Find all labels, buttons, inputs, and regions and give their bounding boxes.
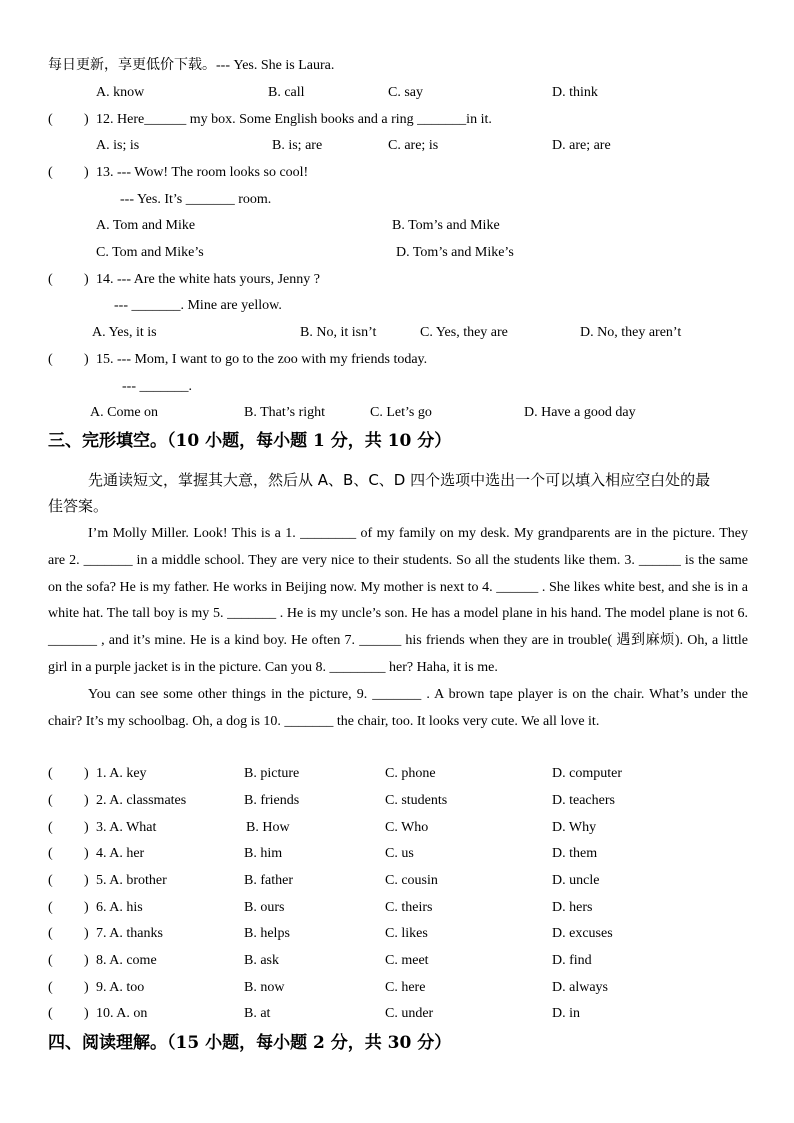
option-a: 6. A. his xyxy=(96,900,143,915)
section-4-title: 四、阅读理解。（15 小题，每小题 2 分，共 30 分） xyxy=(48,1033,452,1053)
option-d: D. them xyxy=(552,846,598,861)
option-a: 9. A. too xyxy=(96,980,145,995)
option-d: D. in xyxy=(552,1006,580,1021)
cloze-passage xyxy=(48,521,748,735)
question-text: 14. --- Are the white hats yours, Jenny ? xyxy=(96,272,320,287)
option-b: B. friends xyxy=(244,793,300,808)
option-c: C. are; is xyxy=(388,138,439,153)
answer-bracket-close: ) xyxy=(84,980,89,995)
passage-paragraph-1: I’m Molly Miller. Look! This is a 1. ________ of my family on my desk. My grandparents are in the picture. They are 2. _______ in a middle school. They are very nice to their students. So all the students like them. 3. ______ is the same on the sofa? He is my father. He works in Beijing now. My mother is next to 4. ______ . She likes white best, and she is in a white hat. The tall boy is my 5. _______ . He is my uncle’s son. He has a model plane in his hand. The model plane is not 6. _______ , and it’s mine. He is a kind boy. He often 7. ______ his friends when they are in trouble( 遇到麻烦). Oh, a little girl in a purple jacket is in the picture. Can you 8. ________ her? Haha, it is me. xyxy=(48,526,748,675)
answer-bracket-open[interactable]: ( xyxy=(48,165,53,180)
option-b: B. picture xyxy=(244,766,300,781)
answer-bracket-open[interactable]: ( xyxy=(48,820,53,835)
option-d: D. teachers xyxy=(552,793,615,808)
option-d: D. are; are xyxy=(552,138,611,153)
option-a: 5. A. brother xyxy=(96,873,167,888)
passage-paragraph-2: You can see some other things in the picture, 9. _______ . A brown tape player is on the chair. What’s under the chair? It’s my schoolbag. Oh, a dog is 10. _______ the chair, too. It looks very cute. We all love it. xyxy=(48,686,748,729)
option-d: D. uncle xyxy=(552,873,600,888)
section-3-instruction-line1: 先通读短文，掌握其大意，然后从 A、B、C、D 四个选项中选出一个可以填入相应空白处的最 xyxy=(88,471,711,489)
option-b: B. helps xyxy=(244,926,290,941)
option-c: C. under xyxy=(385,1006,434,1021)
answer-bracket-open[interactable]: ( xyxy=(48,873,53,888)
option-d: D. think xyxy=(552,85,598,100)
question-text-2: --- Yes. It’s _______ room. xyxy=(120,192,272,207)
answer-bracket-close: ) xyxy=(84,272,89,287)
option-a: 7. A. thanks xyxy=(96,926,163,941)
option-b: B. is; are xyxy=(272,138,323,153)
option-a: A. know xyxy=(96,85,145,100)
header-promo: 每日更新，享更低价下载。 xyxy=(48,57,216,73)
answer-bracket-close: ) xyxy=(84,846,89,861)
option-a: A. Come on xyxy=(90,405,159,420)
answer-bracket-open[interactable]: ( xyxy=(48,1006,53,1021)
option-c: C. phone xyxy=(385,766,436,781)
question-text-2: --- _______. xyxy=(122,379,192,394)
answer-bracket-close: ) xyxy=(84,953,89,968)
answer-bracket-open[interactable]: ( xyxy=(48,953,53,968)
question-text: 12. Here______ my box. Some English books and a ring _______in it. xyxy=(96,112,492,127)
option-b: B. now xyxy=(244,980,285,995)
option-b: B. ask xyxy=(244,953,279,968)
q11-answer-text: --- Yes. She is Laura. xyxy=(216,58,335,73)
option-d: D. excuses xyxy=(552,926,613,941)
option-a: A. is; is xyxy=(96,138,140,153)
option-b: B. ours xyxy=(244,900,285,915)
option-d: D. Tom’s and Mike’s xyxy=(396,245,514,260)
option-c: C. students xyxy=(385,793,448,808)
option-d: D. No, they aren’t xyxy=(580,325,682,340)
option-c: C. here xyxy=(385,980,426,995)
option-c: C. theirs xyxy=(385,900,433,915)
answer-bracket-close: ) xyxy=(84,165,89,180)
option-b: B. Tom’s and Mike xyxy=(392,218,500,233)
answer-bracket-close: ) xyxy=(84,112,89,127)
answer-bracket-open[interactable]: ( xyxy=(48,926,53,941)
section-3-instruction-line2: 佳答案。 xyxy=(48,497,109,515)
option-d: D. find xyxy=(552,953,592,968)
option-c: C. Tom and Mike’s xyxy=(96,245,204,260)
option-a: 3. A. What xyxy=(96,820,157,835)
section-3-title: 三、完形填空。（10 小题，每小题 1 分，共 10 分） xyxy=(48,431,452,451)
option-d: D. hers xyxy=(552,900,593,915)
answer-bracket-close: ) xyxy=(84,873,89,888)
answer-bracket-open[interactable]: ( xyxy=(48,793,53,808)
answer-bracket-close: ) xyxy=(84,1006,89,1021)
answer-bracket-open[interactable]: ( xyxy=(48,352,53,367)
option-a: 8. A. come xyxy=(96,953,157,968)
answer-bracket-close: ) xyxy=(84,900,89,915)
option-c: C. Who xyxy=(385,820,429,835)
answer-bracket-open[interactable]: ( xyxy=(48,980,53,995)
answer-bracket-open[interactable]: ( xyxy=(48,272,53,287)
answer-bracket-close: ) xyxy=(84,926,89,941)
answer-bracket-close: ) xyxy=(84,766,89,781)
option-a: A. Yes, it is xyxy=(92,325,157,340)
option-c: C. Let’s go xyxy=(370,405,432,420)
answer-bracket-open[interactable]: ( xyxy=(48,112,53,127)
option-b: B. at xyxy=(244,1006,271,1021)
question-text: 13. --- Wow! The room looks so cool! xyxy=(96,165,309,180)
option-c: C. cousin xyxy=(385,873,438,888)
option-a: A. Tom and Mike xyxy=(96,218,196,233)
answer-bracket-close: ) xyxy=(84,820,89,835)
option-d: D. always xyxy=(552,980,608,995)
header-line xyxy=(48,56,334,75)
option-b: B. No, it isn’t xyxy=(300,325,377,340)
option-a: 2. A. classmates xyxy=(96,793,187,808)
option-b: B. call xyxy=(268,85,305,100)
option-c: C. say xyxy=(388,85,423,100)
question-text-2: --- _______. Mine are yellow. xyxy=(114,298,282,313)
option-d: D. Why xyxy=(552,820,597,835)
answer-bracket-close: ) xyxy=(84,793,89,808)
option-d: D. Have a good day xyxy=(524,405,636,420)
option-a: 4. A. her xyxy=(96,846,145,861)
option-c: C. Yes, they are xyxy=(420,325,508,340)
answer-bracket-open[interactable]: ( xyxy=(48,846,53,861)
option-c: C. meet xyxy=(385,953,429,968)
option-b: B. him xyxy=(244,846,283,861)
option-b: B. father xyxy=(244,873,293,888)
option-a: 10. A. on xyxy=(96,1006,148,1021)
answer-bracket-close: ) xyxy=(84,352,89,367)
option-a: 1. A. key xyxy=(96,766,147,781)
option-b: B. How xyxy=(246,820,290,835)
option-b: B. That’s right xyxy=(244,405,326,420)
question-text: 15. --- Mom, I want to go to the zoo with my friends today. xyxy=(96,352,428,367)
option-c: C. us xyxy=(385,846,414,861)
option-c: C. likes xyxy=(385,926,428,941)
answer-bracket-open[interactable]: ( xyxy=(48,766,53,781)
answer-bracket-open[interactable]: ( xyxy=(48,900,53,915)
option-d: D. computer xyxy=(552,766,622,781)
